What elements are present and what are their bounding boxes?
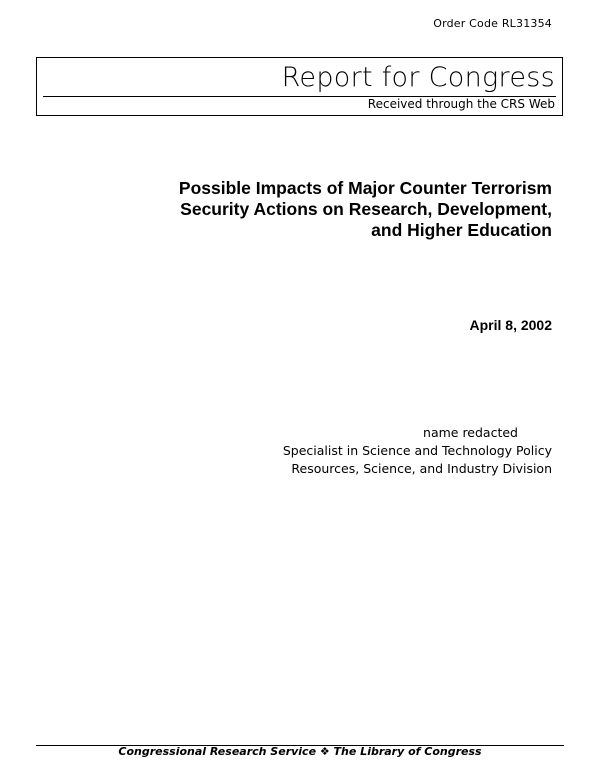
document-date: April 8, 2002 xyxy=(469,317,552,333)
author-block xyxy=(283,424,552,478)
title-line: Possible Impacts of Major Counter Terrorism xyxy=(178,178,552,198)
author-division: Resources, Science, and Industry Division xyxy=(291,461,552,476)
received-note: Received through the CRS Web xyxy=(367,97,555,111)
footer-text: Congressional Research Service ❖ The Library of Congress xyxy=(118,745,482,758)
report-title: Report for Congress xyxy=(281,62,555,93)
title-line: Security Actions on Research, Development, xyxy=(180,199,552,219)
order-code: Order Code RL31354 xyxy=(433,17,552,30)
title-line: and Higher Education xyxy=(371,220,552,240)
report-header-box xyxy=(36,57,563,116)
author-position: Specialist in Science and Technology Policy xyxy=(282,443,552,458)
document-title xyxy=(179,178,552,241)
author-name: name redacted xyxy=(423,425,518,440)
